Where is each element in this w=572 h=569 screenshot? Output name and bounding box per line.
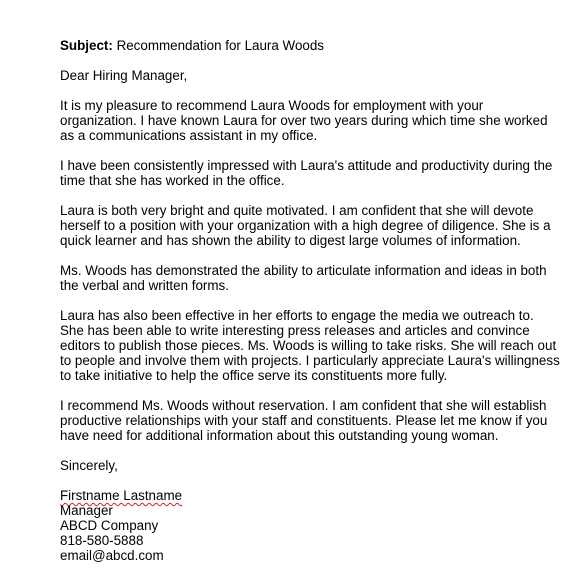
signature-block <box>60 488 560 563</box>
paragraph-articulation: Ms. Woods has demonstrated the ability to articulate information and ideas in both the verbal and written forms. <box>60 263 547 293</box>
letter-body <box>60 38 560 563</box>
closing: Sincerely, <box>60 458 118 473</box>
paragraph-motivation: Laura is both very bright and quite motivated. I am confident that she will devote herself to a position with your organization with a high degree of diligence. She is a quick learner and has shown the ability to digest large volumes of information. <box>60 203 551 248</box>
salutation: Dear Hiring Manager, <box>60 68 188 83</box>
signature-name: Firstname Lastname <box>60 488 183 503</box>
subject-line <box>60 38 560 53</box>
signature-phone: 818-580-5888 <box>60 533 144 548</box>
subject-text: Recommendation for Laura Woods <box>116 38 324 53</box>
paragraph-recommendation: I recommend Ms. Woods without reservation. I am confident that she will establish productive relationships with your staff and constituents. Please let me know if you have need for additional information about this outstanding young woman. <box>60 398 548 443</box>
signature-email: email@abcd.com <box>60 548 164 563</box>
paragraph-impression: I have been consistently impressed with Laura's attitude and productivity during the time that she has worked in the office. <box>60 158 553 188</box>
subject-label: Subject: <box>60 38 113 53</box>
signature-company: ABCD Company <box>60 518 159 533</box>
signature-title: Manager <box>60 503 113 518</box>
paragraph-media: Laura has also been effective in her efforts to engage the media we outreach to. She has been able to write interesting press releases and articles and convince editors to publish those pieces. Ms. Woods is willing to take risks. She will reach out to people and involve them with projects. I particularly appreciate Laura's willingness to take initiative to help the office serve its constituents more fully. <box>60 308 560 383</box>
paragraph-intro: It is my pleasure to recommend Laura Woods for employment with your organization. I have known Laura for over two years during which time she worked as a communications assistant in my office. <box>60 98 548 143</box>
